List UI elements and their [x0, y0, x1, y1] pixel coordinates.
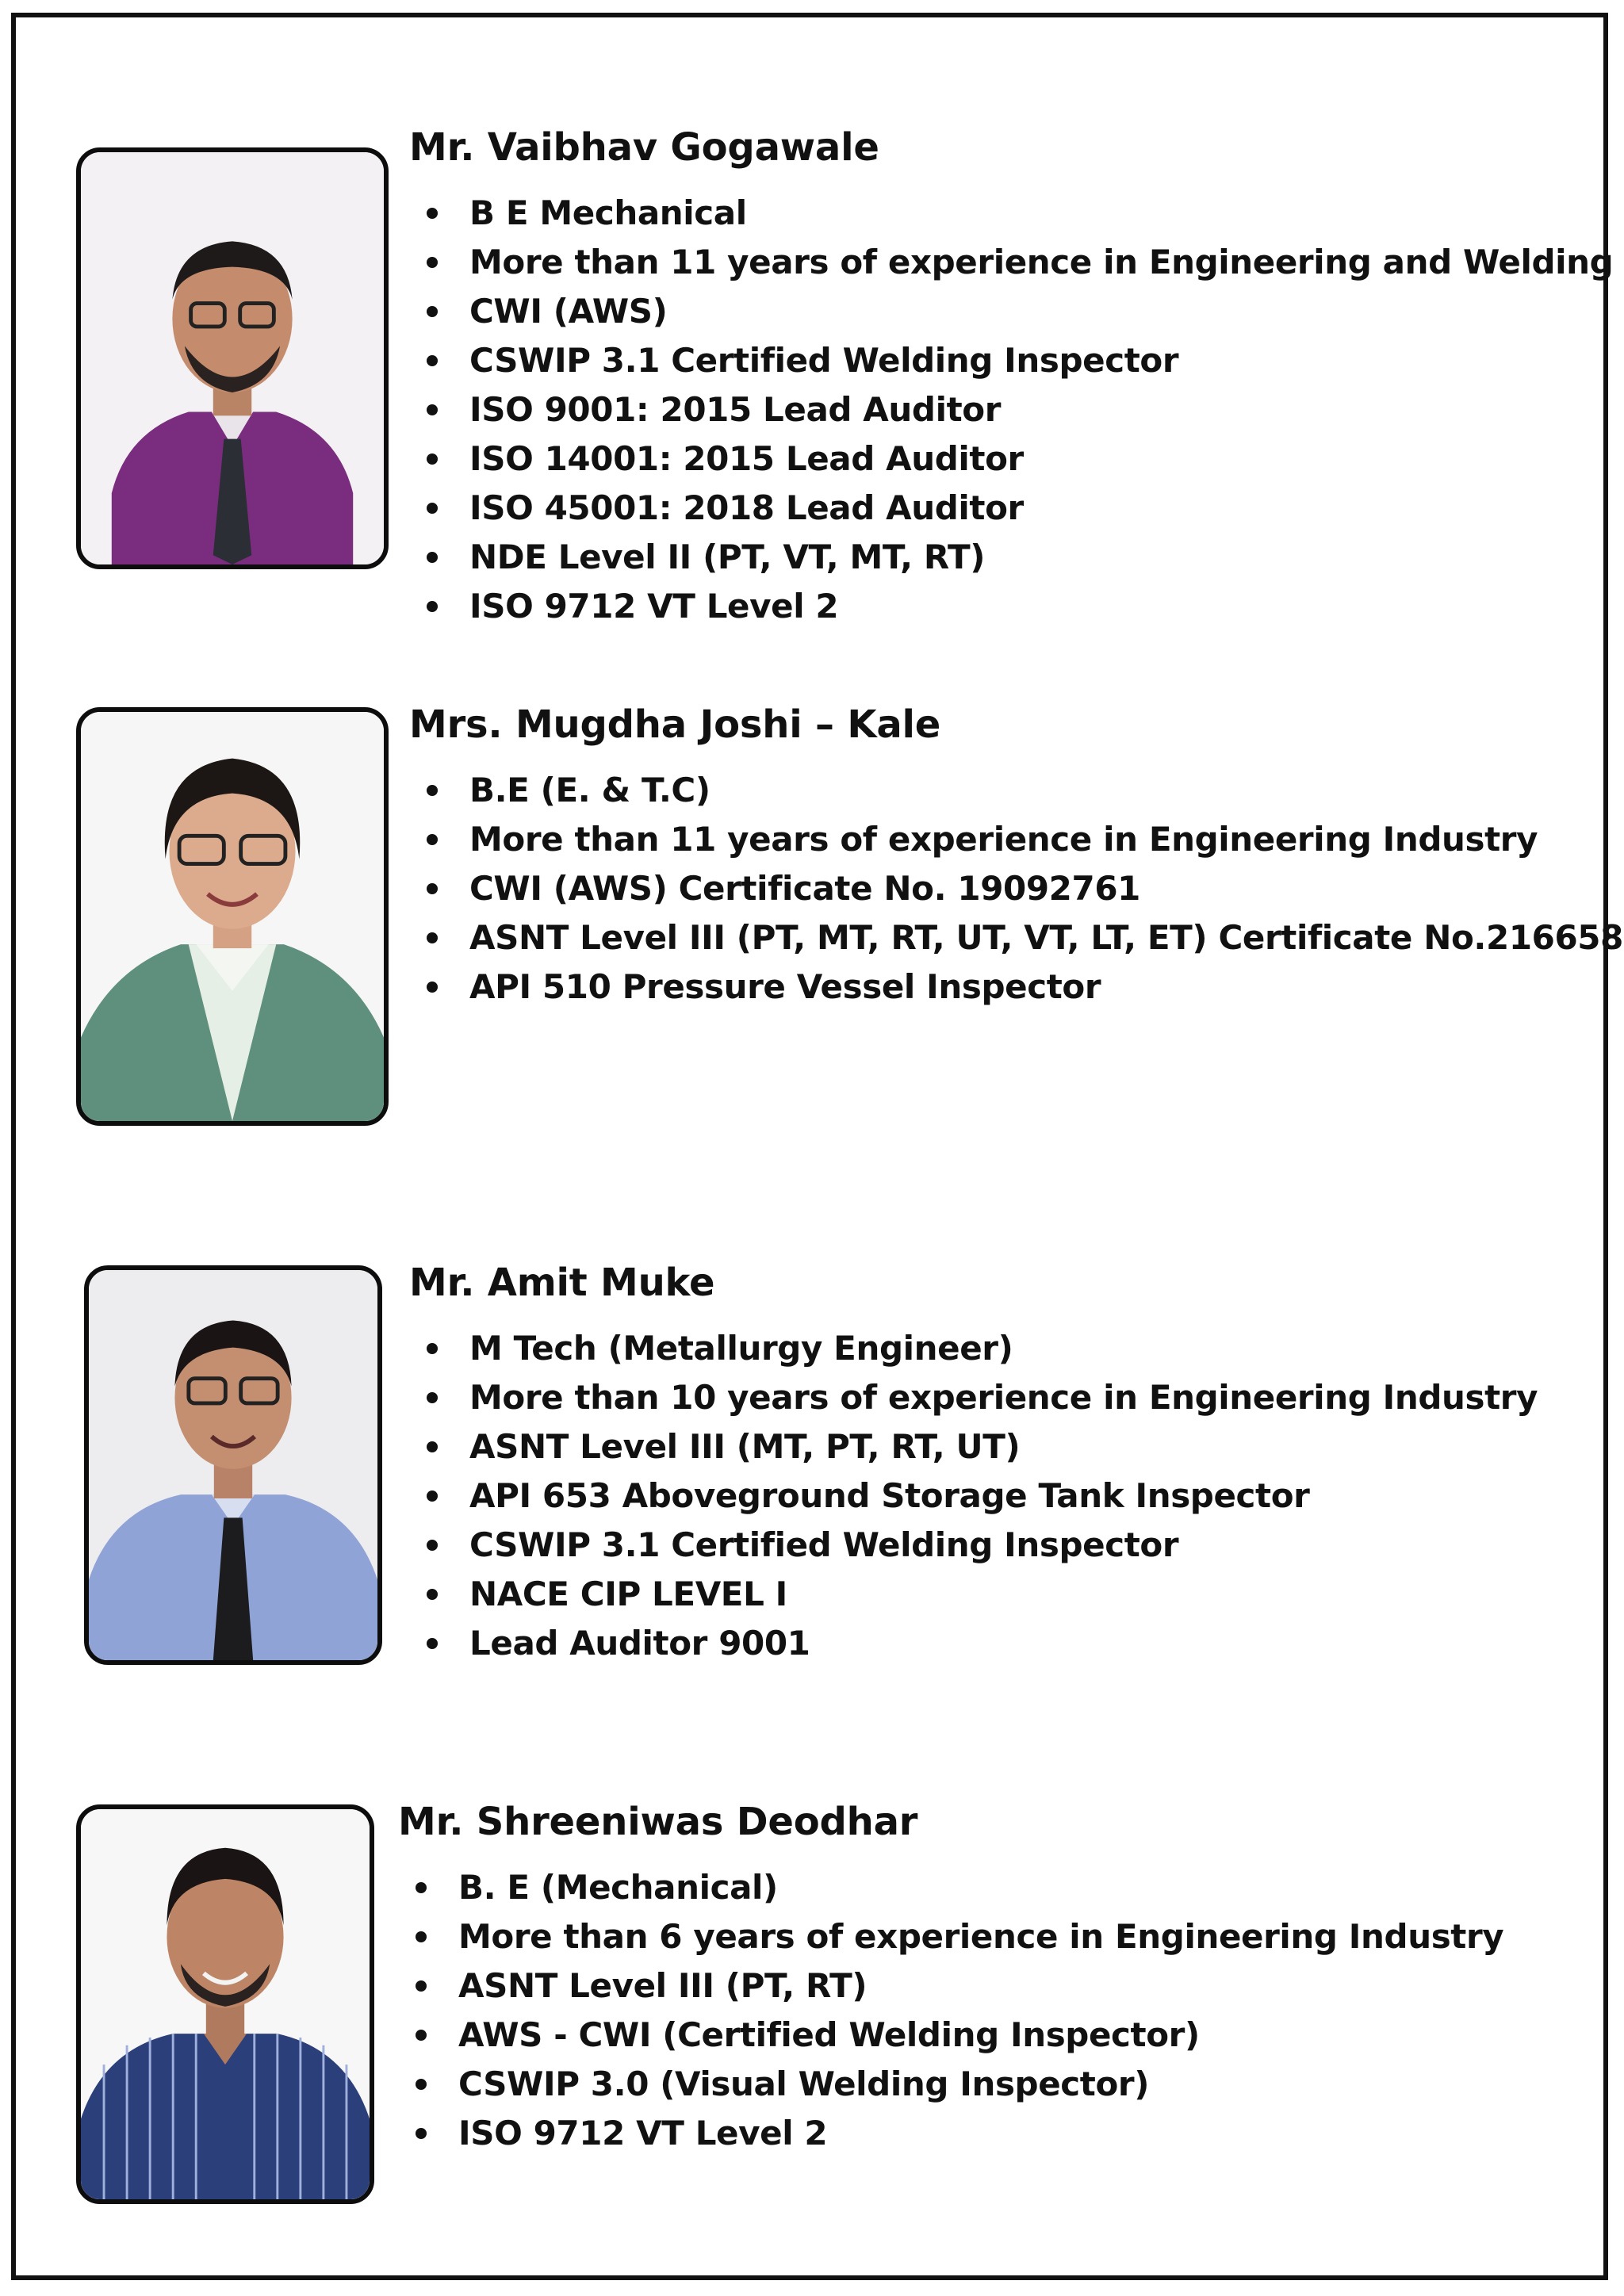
list-item: B E Mechanical — [409, 189, 1613, 238]
profile-photo-vaibhav — [76, 147, 389, 569]
bullet-icon — [427, 503, 438, 514]
list-item: API 653 Aboveground Storage Tank Inspector — [409, 1471, 1538, 1521]
bullet-icon — [416, 2030, 427, 2041]
bullet-icon — [427, 982, 438, 993]
bullet-icon — [427, 257, 438, 268]
bullet-icon — [427, 1638, 438, 1649]
profile-name: Mr. Shreeniwas Deodhar — [398, 1800, 918, 1844]
list-item: B. E (Mechanical) — [398, 1863, 1503, 1912]
profile-name: Mr. Vaibhav Gogawale — [409, 125, 879, 170]
list-item: AWS - CWI (Certified Welding Inspector) — [398, 2011, 1503, 2060]
list-item: ASNT Level III (MT, PT, RT, UT) — [409, 1422, 1538, 1471]
bullet-icon — [427, 453, 438, 465]
list-item: CWI (AWS) — [409, 287, 1613, 336]
profile-name: Mrs. Mugdha Joshi – Kale — [409, 702, 941, 747]
list-item: More than 11 years of experience in Engineering Industry — [409, 815, 1623, 864]
bullet-icon — [427, 1540, 438, 1551]
bullet-icon — [427, 932, 438, 943]
list-item: More than 11 years of experience in Engineering and Welding — [409, 238, 1613, 287]
list-item: CWI (AWS) Certificate No. 19092761 — [409, 864, 1623, 913]
bullet-icon — [427, 1441, 438, 1452]
list-item: ASNT Level III (PT, MT, RT, UT, VT, LT, ET) Certificate No.216658 — [409, 913, 1623, 962]
bullet-icon — [416, 2079, 427, 2090]
list-item: ISO 14001: 2015 Lead Auditor — [409, 434, 1613, 484]
list-item: ISO 9712 VT Level 2 — [398, 2109, 1503, 2158]
list-item: ISO 9001: 2015 Lead Auditor — [409, 385, 1613, 434]
list-item: Lead Auditor 9001 — [409, 1619, 1538, 1668]
bullet-icon — [427, 552, 438, 563]
bullet-icon — [427, 404, 438, 415]
bullet-icon — [416, 1882, 427, 1893]
qualification-list — [409, 766, 1623, 1012]
list-item: B.E (E. & T.C) — [409, 766, 1623, 815]
bullet-icon — [427, 355, 438, 366]
bullet-icon — [427, 208, 438, 219]
profile-name: Mr. Amit Muke — [409, 1261, 715, 1305]
profile-photo-mugdha — [76, 707, 389, 1126]
bullet-icon — [427, 834, 438, 845]
profile-photo-shreeniwas — [76, 1804, 374, 2204]
list-item: CSWIP 3.0 (Visual Welding Inspector) — [398, 2060, 1503, 2109]
bullet-icon — [416, 1931, 427, 1942]
list-item: NACE CIP LEVEL I — [409, 1570, 1538, 1619]
qualification-list — [409, 189, 1613, 631]
list-item: NDE Level II (PT, VT, MT, RT) — [409, 533, 1613, 582]
list-item: API 510 Pressure Vessel Inspector — [409, 962, 1623, 1012]
list-item: ISO 45001: 2018 Lead Auditor — [409, 484, 1613, 533]
profile-photo-amit — [84, 1265, 382, 1665]
bullet-icon — [416, 1980, 427, 1992]
bullet-icon — [427, 601, 438, 612]
list-item: ASNT Level III (PT, RT) — [398, 1961, 1503, 2011]
qualification-list — [398, 1863, 1503, 2158]
bullet-icon — [427, 1490, 438, 1502]
list-item: ISO 9712 VT Level 2 — [409, 582, 1613, 631]
list-item: CSWIP 3.1 Certified Welding Inspector — [409, 336, 1613, 385]
bullet-icon — [427, 306, 438, 317]
bullet-icon — [427, 1343, 438, 1354]
list-item: More than 6 years of experience in Engineering Industry — [398, 1912, 1503, 1961]
bullet-icon — [427, 1589, 438, 1600]
bullet-icon — [427, 883, 438, 894]
list-item: M Tech (Metallurgy Engineer) — [409, 1324, 1538, 1373]
qualification-list — [409, 1324, 1538, 1668]
bullet-icon — [416, 2128, 427, 2139]
bullet-icon — [427, 1392, 438, 1403]
list-item: More than 10 years of experience in Engineering Industry — [409, 1373, 1538, 1422]
list-item: CSWIP 3.1 Certified Welding Inspector — [409, 1521, 1538, 1570]
bullet-icon — [427, 785, 438, 796]
